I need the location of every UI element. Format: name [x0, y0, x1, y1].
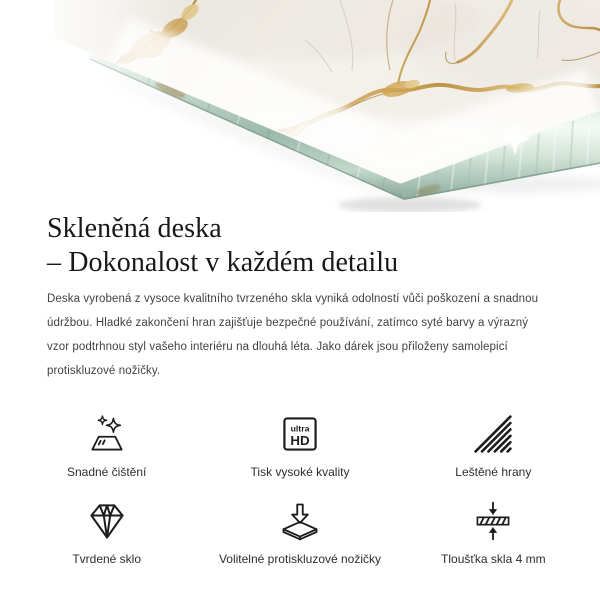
- feature-label: Volitelné protiskluzové nožičky: [218, 552, 382, 566]
- product-image: [0, 0, 600, 212]
- image-fade: [0, 0, 200, 212]
- feature-label: Tisk vysoké kvality: [250, 465, 350, 479]
- title-line-2: – Dokonalost v každém detailu: [47, 247, 399, 278]
- feature-easy-cleaning: [67, 410, 146, 480]
- feature-glass-thickness: [441, 497, 546, 567]
- anti-slip-feet-icon: [277, 497, 323, 543]
- feature-anti-slip-feet: [219, 497, 381, 567]
- diamond-icon: [84, 497, 130, 543]
- glass-thickness-icon: [471, 497, 515, 543]
- product-description-text: Deska vyrobená z vysoce kvalitního tvrzeného skla vyniká odolností vůči poškození a snadnou údržbou. Hladké zakončení hran zajišťuje bezpečné používání, zatímco syté barvy a výrazný vzor podtrhnou styl vašeho interiéru na dlouhá léta. Jako dárek jsou přiloženy samolepicí protiskluzové nožičky.: [47, 293, 539, 377]
- page-title: [47, 212, 553, 280]
- feature-print-quality: [251, 410, 350, 480]
- feature-label: Tvrdené sklo: [72, 552, 142, 566]
- feature-polished-edges: [455, 410, 531, 480]
- product-description-block: [0, 212, 600, 383]
- feature-grid: [0, 410, 600, 567]
- ultra-hd-icon: [278, 410, 322, 456]
- feature-tempered-glass: [72, 497, 141, 567]
- feature-label: Snadné čištění: [66, 465, 147, 479]
- feature-label: Tloušťka skla 4 mm: [441, 552, 546, 566]
- feature-label: Leštěné hrany: [455, 465, 532, 479]
- svg-text:ultra: ultra: [290, 423, 310, 434]
- svg-text:HD: HD: [290, 433, 310, 448]
- sparkle-clean-icon: [84, 410, 130, 456]
- polished-edges-icon: [471, 410, 515, 456]
- title-line-1: Skleněná deska: [47, 213, 222, 244]
